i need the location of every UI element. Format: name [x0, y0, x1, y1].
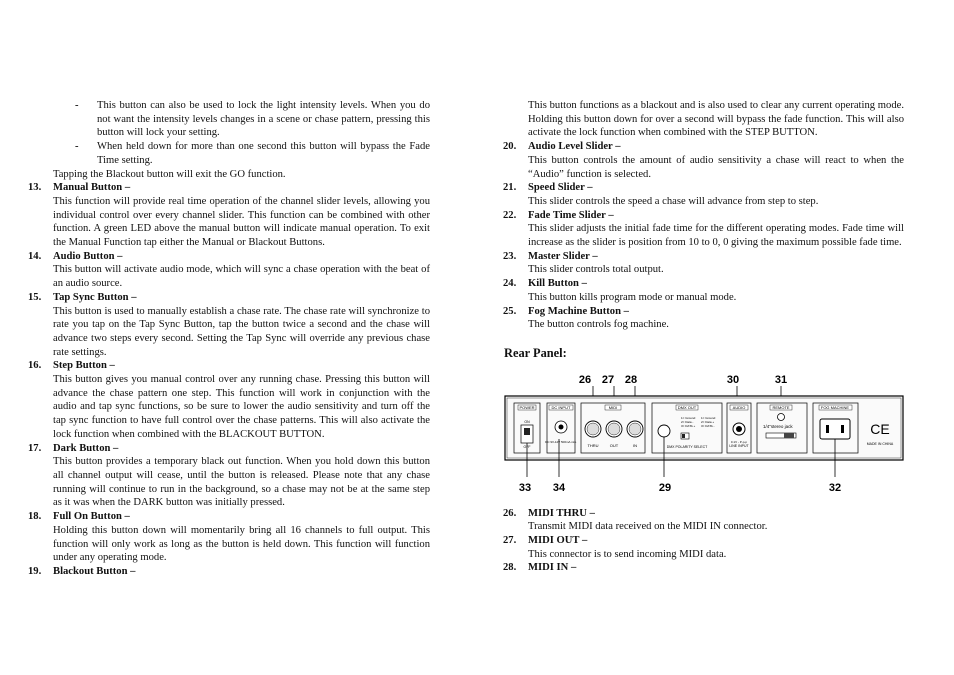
audio-jack-center: [736, 426, 742, 432]
section-item-28: [503, 561, 904, 575]
dmx-pin-b2: 2= Data +: [701, 419, 715, 424]
fog-socket-pin-right: [841, 425, 844, 433]
item-number: 18.: [28, 511, 42, 523]
label-audio: AUDIO: [732, 404, 746, 410]
item-number: 16.: [28, 360, 42, 372]
label-power: POWER: [519, 404, 535, 410]
item-number: 24.: [503, 278, 517, 290]
item-body: This button is used to manually establish a chase rate. The chase rate will synchronize to rate you tap on the Tap Sync Button, tap the button twice a second and the chase will advance two steps every second. Setting the Tap Sync will override any previous chase rate settings.: [53, 305, 430, 358]
rear-panel-svg: [504, 367, 904, 507]
item-title: MIDI OUT –: [528, 535, 588, 547]
section-item-19: [28, 565, 430, 579]
callout-29: 29: [658, 481, 672, 494]
item-number: 25.: [503, 305, 517, 317]
remote-plug-body: [784, 433, 794, 438]
item-title: Audio Button –: [53, 250, 123, 262]
callout-28: 28: [624, 373, 638, 386]
item-number: 19.: [28, 565, 42, 577]
item-body: This button gives you manual control over any running chase. Pressing this button will advance the chase pattern one step. This function will work in conjunction with the audio and tap sync functions, so be sure to lower the audio sensitivity and turn off the tap sync function to have full control over the chase patterns. This will also activate the lock function when combined with the BLACKOUT BUTTON.: [53, 374, 430, 440]
dmx-pin-a2: 2= Data -: [681, 419, 694, 424]
bullet-dash: -: [75, 100, 79, 111]
item-title: Fog Machine Button –: [528, 305, 629, 317]
label-made-in-china: MADE IN CHINA: [866, 441, 894, 446]
section-item-27: [503, 534, 904, 561]
item-title: MIDI IN –: [528, 562, 577, 574]
item-title: Tap Sync Button –: [53, 291, 137, 303]
item-title: Speed Slider –: [528, 182, 593, 194]
ce-mark: CE: [870, 420, 890, 437]
item-title: Kill Button –: [528, 278, 587, 290]
bullet-dash: -: [75, 141, 79, 153]
bullet-item: [53, 99, 430, 140]
fog-socket-pin-left: [826, 425, 829, 433]
label-stereo-jack: 1/4"stereo jack: [763, 423, 793, 429]
item-title: Dark Button –: [53, 442, 119, 454]
item-number: 27.: [503, 535, 517, 547]
item-number: 23.: [503, 250, 517, 262]
item-body: This connector is to send incoming MIDI data.: [528, 548, 727, 560]
dc-input-pin: [559, 424, 564, 429]
item-number: 28.: [503, 562, 517, 574]
section-item-18: [28, 510, 430, 565]
item-body: This slider controls total output.: [528, 264, 664, 276]
dmx-polarity-switch-knob: [682, 434, 685, 438]
item-title: Master Slider –: [528, 250, 598, 262]
item-body: This button kills program mode or manual mode.: [528, 291, 737, 303]
item-title: Fade Time Slider –: [528, 209, 614, 221]
section-item-14: [28, 250, 430, 291]
midi-connectors: [585, 421, 643, 437]
item-body: This function will provide real time operation of the channel slider levels, allowing you individual control over every channel slider. This function can be combined with other function. A green LED above the manual button will indicate manual operation. To exit the Manual Function tap either the Manual or Blackout Buttons.: [53, 195, 430, 249]
item-title: Audio Level Slider –: [528, 141, 621, 153]
section-item-23: [503, 250, 904, 277]
section-item-16: [28, 359, 430, 441]
item-number: 14.: [28, 250, 42, 262]
label-on: ON: [524, 419, 530, 424]
rear-panel-heading: Rear Panel:: [504, 345, 567, 360]
item-body: This slider adjusts the initial fade time for the different operating modes. Fade time will increase as the slider is position from 10 to 0, 0 giving the maximum possible fade time.: [528, 223, 904, 249]
label-line-level: 0.1V - P-p-p: [730, 439, 748, 444]
dmx-out-connector: [658, 425, 670, 437]
label-fog-machine: FOG MACHINE: [820, 404, 850, 410]
section-item-17: [28, 442, 430, 511]
item-title: Manual Button –: [53, 182, 131, 194]
label-off: OFF: [523, 444, 531, 449]
label-dc-spec: DC 9V-12V 500mA min.: [545, 439, 577, 444]
section-item-13: [28, 181, 430, 250]
label-midi: MIDI: [608, 404, 618, 410]
left-column: [28, 99, 430, 579]
power-switch-rocker: [524, 428, 530, 435]
item-body: The button controls fog machine.: [528, 319, 669, 331]
section-item-25: [503, 305, 904, 332]
label-dmx-polarity: DMX POLARITY SELECT: [666, 444, 708, 449]
item-title: Blackout Button –: [53, 565, 136, 577]
item-body: This slider controls the speed a chase will advance from step to step.: [528, 195, 819, 207]
callout-33: 33: [518, 481, 532, 494]
bullet-item: [53, 140, 430, 167]
item-body: This button provides a temporary black out function. When you hold down this button all channel output will cease, until the button is released. Please note that any chase running will continue to run in the background, so a chase may not be at the same step as it was when the DARK button was initially pressed.: [53, 456, 430, 509]
label-remote: REMOTE: [772, 404, 790, 410]
remote-jack: [778, 413, 785, 420]
item-number: 26.: [503, 507, 517, 519]
item-title: Full On Button –: [53, 511, 130, 523]
item-number: 21.: [503, 182, 517, 194]
bullet-text: This button can also be used to lock the light intensity levels. When you do not want the intensity levels changes in a scene or chase pattern, pressing this button will lock your setting.: [97, 100, 430, 139]
callout-30: 30: [726, 373, 740, 386]
bullet-text: When held down for more than one second this button will bypass the Fade Time setting.: [97, 141, 430, 166]
tap-note: Tapping the Blackout button will exit the GO function.: [53, 168, 286, 180]
label-dc-input: DC INPUT: [551, 404, 571, 410]
section-item-20: [503, 140, 904, 181]
dmx-pin-a3: 3= DATA +: [681, 423, 696, 428]
dmx-pin-b1: 1= Ground: [701, 415, 716, 420]
dmx-pin-b3: 3= DATA -: [701, 423, 715, 428]
item-number: 20.: [503, 141, 517, 153]
section-item-22: [503, 209, 904, 250]
item-title: Step Button –: [53, 360, 115, 372]
item-number: 15.: [28, 291, 42, 303]
rear-panel-diagram: [504, 367, 904, 507]
section-item-15: [28, 291, 430, 360]
label-out: OUT: [609, 442, 619, 448]
item-body: This button will activate audio mode, which will sync a chase operation with the beat of an audio source.: [53, 264, 430, 290]
callout-34: 34: [552, 481, 566, 494]
section-item-26: [503, 507, 904, 534]
item-body: Transmit MIDI data received on the MIDI IN connector.: [528, 521, 768, 533]
item-number: 13.: [28, 182, 42, 194]
section-item-21: [503, 181, 904, 208]
section-item-24: [503, 277, 904, 304]
item-number: 22.: [503, 209, 517, 221]
item-body: Holding this button down will momentarily bring all 16 channels to full output. This function will only work as long as the button is held down. This function will function under any operating mode.: [53, 524, 430, 564]
callout-31: 31: [774, 373, 788, 386]
item-title: MIDI THRU –: [528, 507, 595, 519]
dmx-pin-a1: 1= Ground: [681, 415, 696, 420]
label-dmx-out: DMX OUT: [677, 404, 697, 410]
label-line-input: LINE INPUT: [729, 443, 749, 448]
blackout-description: This button functions as a blackout and is also used to clear any current operating mode. Holding this button down for over a second will bypass the fade function. This will also activate the lock function when combined with the STEP BUTTON.: [528, 100, 904, 139]
right-column: [504, 99, 904, 575]
item-number: 17.: [28, 442, 42, 454]
fog-machine-socket: [820, 419, 850, 439]
callout-32: 32: [828, 481, 842, 494]
callout-26: 26: [578, 373, 592, 386]
callout-27: 27: [601, 373, 615, 386]
item-body: This button controls the amount of audio sensitivity a chase will react to when the “Audio” function is selected.: [528, 154, 904, 180]
label-thru: THRU: [587, 442, 599, 448]
label-in: IN: [633, 442, 637, 448]
